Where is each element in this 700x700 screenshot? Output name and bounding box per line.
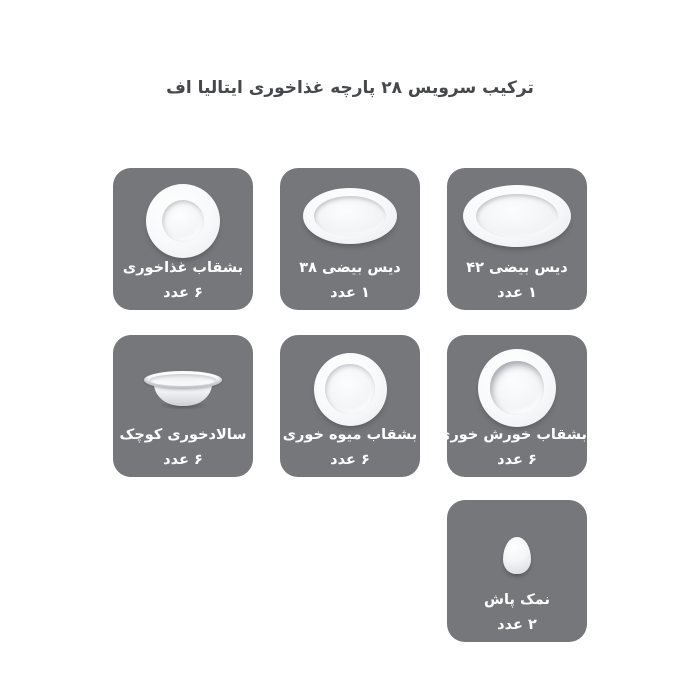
card-labels: [447, 588, 587, 638]
card-labels: [437, 423, 587, 473]
card-labels: [113, 256, 253, 306]
stew-plate-image-area: [447, 335, 587, 431]
card-labels: [113, 423, 253, 473]
card-stew-plate: [437, 335, 587, 477]
item-count: ۶ عدد: [497, 452, 537, 468]
card-fruit-plate: [280, 335, 420, 477]
card-oval-dish-42: [447, 168, 587, 310]
card-dinner-plate: [113, 168, 253, 310]
oval-dish-38-image-area: [280, 168, 420, 264]
item-name: دیس بیضی ۴۲: [466, 260, 568, 276]
card-labels: [280, 423, 420, 473]
item-count: ۶ عدد: [163, 285, 203, 301]
item-name: بشقاب خورش خوری: [437, 427, 587, 443]
card-labels: [280, 256, 420, 306]
card-small-salad-bowl: [113, 335, 253, 477]
card-oval-dish-38: [280, 168, 420, 310]
item-count: ۱ عدد: [497, 285, 537, 301]
page-title: ترکیب سرویس ۲۸ پارچه غذاخوری ایتالیا اف: [166, 78, 534, 98]
fruit-plate-image: [314, 353, 387, 426]
item-name: نمک پاش: [484, 592, 550, 608]
salt-shaker-image-area: [447, 500, 587, 596]
item-count: ۶ عدد: [330, 452, 370, 468]
item-name: دیس بیضی ۳۸: [299, 260, 401, 276]
oval-dish-42-image-area: [447, 168, 587, 264]
item-name: بشقاب غذاخوری: [122, 260, 244, 276]
small-salad-bowl-image: [144, 371, 222, 419]
item-count: ۶ عدد: [163, 452, 203, 468]
card-labels: [447, 256, 587, 306]
dinner-plate-image-area: [113, 168, 253, 264]
oval-dish-38-image: [303, 188, 397, 244]
stew-plate-image: [478, 349, 556, 427]
item-name: سالادخوری کوچک: [119, 427, 247, 443]
oval-dish-42-image: [463, 185, 571, 247]
small-salad-bowl-image-area: [113, 335, 253, 431]
item-count: ۱ عدد: [330, 285, 370, 301]
dinner-plate-image: [146, 184, 220, 258]
fruit-plate-image-area: [280, 335, 420, 431]
item-count: ۲ عدد: [497, 617, 537, 633]
item-name: بشقاب میوه خوری: [282, 427, 418, 443]
salt-shaker-image: [503, 537, 531, 574]
bowl-rim: [144, 371, 222, 389]
card-salt-shaker: [447, 500, 587, 642]
